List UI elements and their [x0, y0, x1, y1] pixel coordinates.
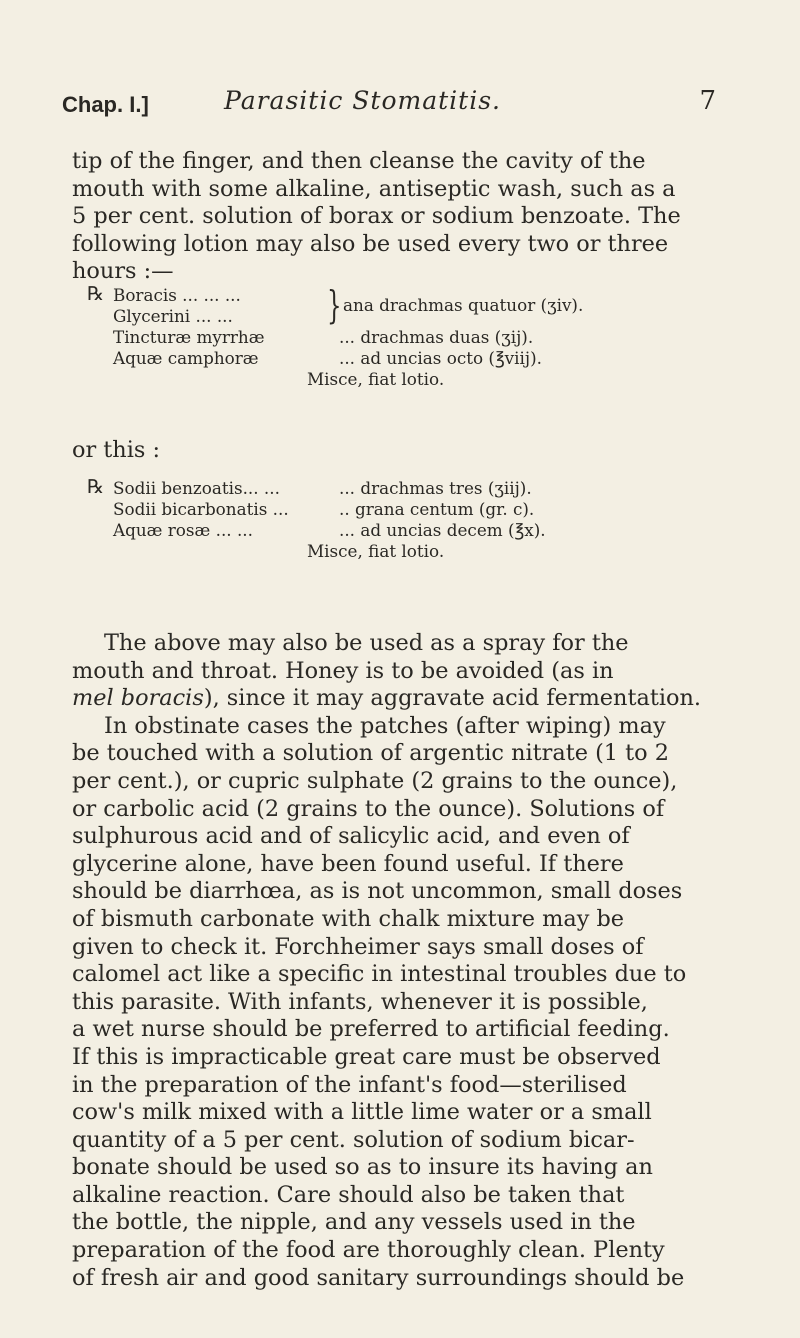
text-line: alkaline reaction. Care should also be taken that	[72, 1181, 625, 1208]
text-line: glycerine alone, have been found useful. If there	[72, 850, 624, 877]
text-line: In obstinate cases the patches (after wiping) may	[104, 712, 666, 739]
brace-glyph: }	[327, 283, 342, 327]
text-line: this parasite. With infants, whenever it is possible,	[72, 988, 648, 1015]
latin-term: mel boracis	[72, 685, 204, 712]
quantity: ... drachmas duas (ʒij).	[339, 327, 534, 347]
text-line: preparation of the food are thoroughly clean. Plenty	[72, 1237, 665, 1264]
ingredient: Aquæ camphoræ	[113, 348, 259, 368]
text-line: be touched with a solution of argentic nitrate (1 to 2	[72, 740, 670, 767]
text-line: of bismuth carbonate with chalk mixture may be	[72, 905, 625, 932]
text-line: bonate should be used so as to insure its having an	[72, 1154, 653, 1181]
quantity: ... ad uncias decem (℥x).	[339, 520, 546, 540]
ingredient: Aquæ rosæ ... ...	[113, 520, 253, 540]
quantity: ... ad uncias octo (℥viij).	[339, 348, 542, 368]
prescription-row	[87, 520, 737, 541]
prescription-row	[87, 478, 737, 499]
recipe-symbol: ℞	[87, 476, 105, 498]
text-line: mel boracis), since it may aggravate acid fermentation.	[72, 685, 702, 712]
ingredient: Sodii benzoatis... ...	[113, 478, 280, 498]
paragraph-2	[72, 630, 724, 1292]
prescription-row	[87, 369, 737, 390]
text-line: quantity of a 5 per cent. solution of sodium bicar-	[72, 1126, 635, 1153]
text-line: mouth and throat. Honey is to be avoided (as in	[72, 657, 614, 684]
quantity: .. grana centum (gr. c).	[339, 499, 535, 519]
prescription-row	[87, 348, 737, 369]
quantity: ana drachmas quatuor (ʒiv).	[343, 295, 584, 315]
recipe-symbol: ℞	[87, 283, 105, 305]
text-line: a wet nurse should be preferred to artificial feeding.	[72, 1016, 670, 1043]
prescription-1	[87, 285, 737, 390]
ingredient: Boracis ... ... ...	[113, 285, 241, 305]
prescription-2	[87, 478, 737, 562]
prescription-row	[87, 499, 737, 520]
or-this-label: or this :	[72, 437, 161, 463]
text-line: in the preparation of the infant's food—sterilised	[72, 1071, 627, 1098]
text-line: following lotion may also be used every two or three	[72, 230, 669, 257]
text-line: should be diarrhœa, as is not uncommon, small doses	[72, 878, 683, 905]
text-line: of fresh air and good sanitary surroundings should be	[72, 1264, 685, 1291]
ingredient: Sodii bicarbonatis ...	[113, 499, 289, 519]
prescription-row	[87, 541, 737, 562]
page-header	[62, 86, 716, 120]
text-line: The above may also be used as a spray for the	[104, 630, 629, 656]
text-line: sulphurous acid and of salicylic acid, and even of	[72, 823, 630, 850]
ingredient: Tincturæ myrrhæ	[113, 327, 265, 347]
text-line: If this is impracticable great care must be observed	[72, 1043, 661, 1070]
text-line: given to check it. Forchheimer says small doses of	[72, 933, 644, 960]
text-line: the bottle, the nipple, and any vessels used in the	[72, 1209, 636, 1236]
prescription-row	[87, 306, 737, 327]
paragraph-1	[72, 148, 724, 286]
text-line: per cent.), or cupric sulphate (2 grains to the ounce),	[72, 767, 678, 794]
quantity: ... drachmas tres (ʒiij).	[339, 478, 532, 498]
misce-line: Misce, fiat lotio.	[307, 369, 445, 389]
page-number: 7	[699, 86, 716, 116]
text-line: calomel act like a specific in intestinal troubles due to	[72, 961, 687, 988]
text-line: mouth with some alkaline, antiseptic wash, such as a	[72, 175, 676, 202]
ingredient: Glycerini ... ...	[113, 306, 233, 326]
text-line: cow's milk mixed with a little lime water or a small	[72, 1099, 652, 1126]
chapter-label: Chap. I.]	[62, 92, 149, 117]
running-title: Parasitic Stomatitis.	[224, 86, 501, 115]
misce-line: Misce, fiat lotio.	[307, 541, 445, 561]
prescription-row	[87, 327, 737, 348]
text-line: tip of the finger, and then cleanse the cavity of the	[72, 148, 646, 174]
text-line: hours :—	[72, 258, 174, 285]
text-line: 5 per cent. solution of borax or sodium benzoate. The	[72, 203, 681, 230]
text-line: or carbolic acid (2 grains to the ounce). Solutions of	[72, 795, 665, 822]
